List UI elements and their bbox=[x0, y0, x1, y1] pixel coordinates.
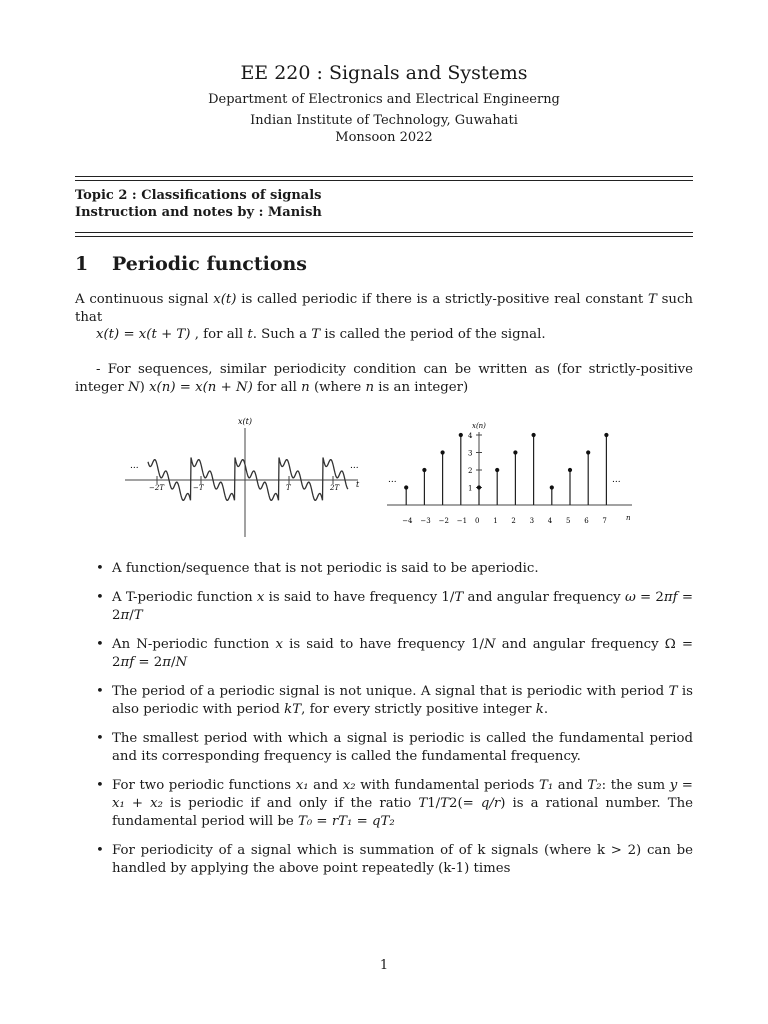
bullet-item: • For periodicity of a signal which is summation of of k signals (where k > 2) can be handled by applying the above point repeatedly (k-1) times bbox=[96, 843, 693, 876]
periodicity-equation: x(t) = x(t + T) , for all t. Such a T is called the period of the signal. bbox=[96, 327, 546, 342]
stem-point bbox=[495, 468, 499, 472]
topic-line: Topic 2 : Classifications of signals bbox=[75, 188, 322, 203]
bottom-rule-1 bbox=[75, 232, 693, 233]
periodic-waveform bbox=[148, 458, 348, 501]
n-axis-labels bbox=[402, 517, 607, 525]
n-label: n bbox=[626, 514, 631, 522]
bullet-marker: • bbox=[96, 561, 104, 576]
y-tick-label: 3 bbox=[468, 449, 473, 458]
tick-label-2T: 2T bbox=[330, 484, 340, 492]
definition-paragraph: A continuous signal x(t) is called periodic if there is a strictly-positive real constant T such that bbox=[75, 292, 693, 325]
bullet-item: • The period of a periodic signal is not unique. A signal that is periodic with period T is also periodic with period kT, for every strictly positive integer k. bbox=[96, 684, 693, 717]
bullet-list bbox=[75, 560, 693, 889]
left-ellipsis: ... bbox=[388, 475, 397, 485]
bullet-item: • A function/sequence that is not periodic is said to be aperiodic. bbox=[96, 561, 539, 576]
n-tick-label: 4 bbox=[547, 517, 553, 525]
n-tick-label: 7 bbox=[602, 517, 607, 525]
left-ellipsis: ... bbox=[130, 461, 139, 471]
bullet-marker: • bbox=[96, 684, 104, 699]
n-tick-label: 0 bbox=[475, 517, 480, 525]
section-heading bbox=[75, 253, 307, 275]
y-tick-label: 4 bbox=[468, 432, 473, 440]
institute-name: Indian Institute of Technology, Guwahati bbox=[250, 113, 518, 128]
bullet-marker: • bbox=[96, 731, 104, 746]
stem-point bbox=[568, 468, 572, 472]
n-tick-label: −3 bbox=[420, 517, 431, 525]
y-tick-label: 2 bbox=[468, 467, 473, 475]
n-tick-label: 6 bbox=[584, 517, 589, 525]
stem-point bbox=[422, 468, 426, 472]
term-label: Monsoon 2022 bbox=[335, 130, 433, 145]
x-n-label: x(n) bbox=[472, 422, 486, 430]
stem-point bbox=[532, 433, 536, 437]
bullet-marker: • bbox=[96, 843, 104, 858]
right-ellipsis: ... bbox=[612, 475, 621, 485]
stem-point bbox=[550, 485, 554, 489]
n-tick-label: −2 bbox=[438, 517, 449, 525]
top-rule-2 bbox=[75, 180, 693, 181]
bullet-item: • For two periodic functions x₁ and x₂ with fundamental periods T₁ and T₂: the sum y = x₁ + x₂ is periodic if and only if the ratio T1/T2(= q/r) is a rational number. The fundamental period will be T₀ = rT₁ = qT₂ bbox=[96, 778, 693, 829]
n-tick-label: 1 bbox=[493, 517, 498, 525]
continuous-signal-figure bbox=[120, 410, 370, 540]
stem-point bbox=[513, 450, 517, 454]
n-tick-label: 5 bbox=[566, 517, 571, 525]
n-tick-label: −1 bbox=[456, 517, 468, 525]
bullet-item: • The smallest period with which a signal is periodic is called the fundamental period and its corresponding frequency is called the fundamental frequency. bbox=[96, 731, 693, 764]
section-number: 1 bbox=[75, 253, 89, 275]
tick-label-neg-2T: −2T bbox=[149, 484, 164, 492]
tick-label-T: T bbox=[286, 484, 291, 492]
n-tick-label: −4 bbox=[402, 517, 413, 525]
right-ellipsis: ... bbox=[350, 461, 359, 471]
t-label: t bbox=[356, 480, 360, 489]
stem-point bbox=[477, 485, 481, 489]
bottom-rule-2 bbox=[75, 236, 693, 237]
n-tick-label: 2 bbox=[511, 517, 516, 525]
top-rule-1 bbox=[75, 176, 693, 177]
bullet-marker: • bbox=[96, 590, 104, 605]
sequence-paragraph: - For sequences, similar periodicity condition can be written as (for strictly-positive integer N) x(n) = x(n + N) for all n (where n is an integer) bbox=[75, 362, 693, 395]
x-n-axis-ticks bbox=[468, 432, 482, 493]
stem-point bbox=[459, 433, 463, 437]
x-t-label: x(t) bbox=[238, 417, 252, 426]
stem-point bbox=[604, 433, 608, 437]
instructor-line: Instruction and notes by : Manish bbox=[75, 205, 322, 220]
n-tick-label: 3 bbox=[529, 517, 535, 525]
stem-point bbox=[404, 485, 408, 489]
discrete-sequence-figure bbox=[382, 412, 644, 530]
bullet-item: • A T-periodic function x is said to have frequency 1/T and angular frequency ω = 2πf = 2π/T bbox=[96, 590, 693, 623]
bullet-item: • An N-periodic function x is said to have frequency 1/N and angular frequency Ω = 2πf = 2π/N bbox=[96, 637, 693, 670]
sequence-stems bbox=[404, 433, 608, 505]
y-tick-label: 1 bbox=[468, 484, 473, 493]
tick-label-neg-T: −T bbox=[193, 484, 204, 492]
stem-point bbox=[441, 450, 445, 454]
bullet-marker: • bbox=[96, 637, 104, 652]
page-number: 1 bbox=[379, 958, 389, 973]
stem-point bbox=[586, 450, 590, 454]
department-name: Department of Electronics and Electrical Engineerng bbox=[208, 92, 560, 107]
course-title: EE 220 : Signals and Systems bbox=[240, 62, 528, 84]
bullet-marker: • bbox=[96, 778, 104, 793]
section-title: Periodic functions bbox=[112, 253, 308, 275]
